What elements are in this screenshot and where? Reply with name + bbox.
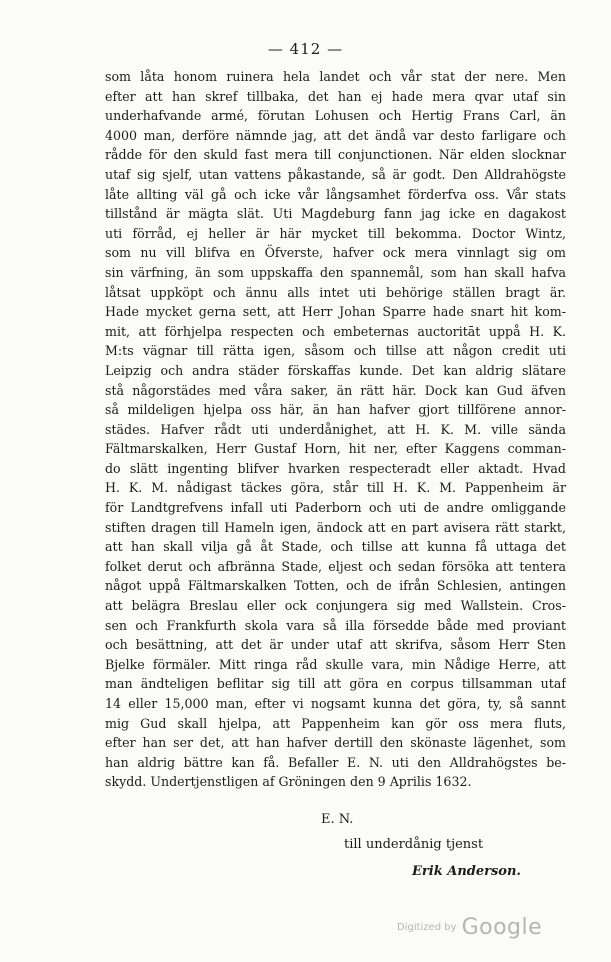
text-line: låtsat uppköpt och ännu alls intet uti behörige ställen bragt är. <box>105 284 566 300</box>
text-line: uti förråd, ej heller är här mycket till bekomma. Doctor Wintz, <box>105 225 566 241</box>
text-line: H. K. M. nådigast täckes göra, står till H. K. M. Pappenheim är <box>105 480 566 496</box>
text-line: för Landtgrefvens infall uti Paderborn och uti de andre omliggande <box>105 500 566 516</box>
text-line: så mildeligen hjelpa oss här, än han hafver gjort tillförene annor- <box>105 402 566 418</box>
text-line: tillstånd är mägta slät. Uti Magdeburg fann jag icke en dagakost <box>105 206 566 222</box>
text-line: och besättning, att det är under utaf att skrifva, såsom Herr Sten <box>105 637 566 653</box>
google-wordmark: Google <box>461 915 543 940</box>
text-line: 14 eller 15,000 man, efter vi nogsamt kunna det göra, ty, så sannt <box>105 696 566 711</box>
text-line: mig Gud skall hjelpa, att Pappenheim kan gör oss mera fluts, <box>105 715 566 731</box>
text-line: mit, att förhjelpa respecten och embeternas auctoritāt uppå H. K. <box>105 323 566 339</box>
text-line: rådde för den skuld fast mera till conjunctionen. När elden slocknar <box>105 147 566 163</box>
digitized-watermark <box>397 915 542 940</box>
closing-initials: E. N. <box>321 812 354 827</box>
signature: Erik Anderson. <box>412 864 521 879</box>
text-line: städes. Hafver rådt uti underdånighet, att H. K. M. ville sända <box>105 421 566 437</box>
text-line: efter han ser det, att han hafver dertill den skönaste lägenhet, som <box>105 735 566 751</box>
text-line: Bjelke förmäler. Mitt ringa råd skulle vara, min Nådige Herre, att <box>105 656 566 672</box>
text-line: underhafvande armé, förutan Lohusen och Hertig Frans Carl, än <box>105 108 566 124</box>
text-line: låte allting väl gå och icke vår långsamhet förderfva oss. Vår stats <box>105 186 566 202</box>
text-line: sin värfning, än som uppskaffa den spannemål, som han skall hafva <box>105 264 566 280</box>
text-line: do slätt ingenting blifver hvarken respecteradt eller aktadt. Hvad <box>105 460 566 476</box>
text-line: som låta honom ruinera hela landet och vår stat der nere. Men <box>105 69 566 84</box>
text-line: utaf sig sjelf, utan vattens påkastande, så är godt. Den Alldrahögste <box>105 166 566 182</box>
text-line: stiften dragen till Hameln igen, ändock att en part avisera rätt starkt, <box>105 519 566 535</box>
page-number: — 412 — <box>267 40 344 58</box>
text-line: som nu vill blifva en Öfverste, hafver ock mera vinnlagt sig om <box>105 245 566 261</box>
letter-body <box>105 67 566 792</box>
text-line: folket derut och afbränna Stade, eljest och sedan försöka att tentera <box>105 558 566 574</box>
text-line: skydd. Undertjenstligen af Gröningen den 9 Aprilis 1632. <box>105 774 472 790</box>
closing-phrase: till underdånig tjenst <box>344 837 484 852</box>
text-line: stå någorstädes med våra saker, än rätt här. Dock kan Gud äfven <box>105 382 566 398</box>
text-line: M:ts vägnar till rätta igen, såsom och tillse att någon credit uti <box>105 343 566 359</box>
text-line: man ändteligen beflitar sig till att göra en corpus tillsamman utaf <box>105 676 566 692</box>
digitized-label: Digitized by <box>397 922 457 933</box>
text-line: han aldrig bättre kan få. Befaller E. N. uti den Alldrahögstes be- <box>105 754 566 770</box>
text-line: något uppå Fältmarskalken Totten, och de ifrån Schlesien, antingen <box>105 578 566 594</box>
text-line: att han skall vilja gå åt Stade, och tillse att kunna få uttaga det <box>105 539 566 555</box>
text-line: att belägra Breslau eller ock conjungera sig med Wallstein. Cros- <box>105 598 566 614</box>
text-line: 4000 man, derföre nämnde jag, att det ändå var desto farligare och <box>105 127 566 143</box>
text-line: Hade mycket gerna sett, att Herr Johan Sparre hade snart hit kom- <box>105 304 566 320</box>
text-line: Leipzig och andra städer förskaffas kunde. Det kan aldrig slätare <box>105 362 566 378</box>
text-line: sen och Frankfurth skola vara så illa försedde både med proviant <box>105 617 566 633</box>
text-line: Fältmarskalken, Herr Gustaf Horn, hit ner, efter Kaggens comman- <box>105 441 566 457</box>
text-line: efter att han skref tillbaka, det han ej hade mera qvar utaf sin <box>105 88 566 104</box>
